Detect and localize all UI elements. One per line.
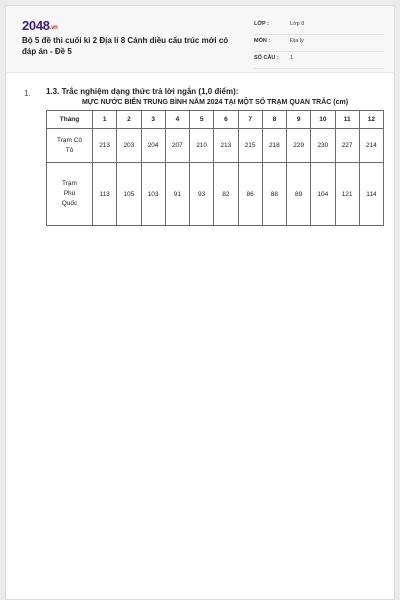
month-header-cell: 6 xyxy=(214,111,238,129)
logo-text: 2048 xyxy=(22,18,50,33)
value-cell: 229 xyxy=(287,129,311,163)
value-cell: 113 xyxy=(93,163,117,226)
value-cell: 114 xyxy=(359,163,383,226)
station-name-line: Tô xyxy=(65,146,74,154)
value-cell: 204 xyxy=(141,129,165,163)
site-logo[interactable] xyxy=(22,18,58,33)
month-header-cell: 10 xyxy=(311,111,335,129)
value-cell: 213 xyxy=(214,129,238,163)
value-cell: 88 xyxy=(262,163,286,226)
table-row-phu-quoc xyxy=(47,163,384,226)
station-name-cell xyxy=(47,163,93,226)
document-title: Bộ 5 đề thi cuối kì 2 Địa lí 8 Cánh diều cấu trúc mới có đáp án - Đề 5 xyxy=(22,36,229,56)
question-title: 1.3. Trắc nghiệm dạng thức trả lời ngắn (1,0 điểm): xyxy=(46,87,239,96)
station-name-line: Phú xyxy=(63,190,76,197)
month-header-cell: 7 xyxy=(238,111,262,129)
sea-level-table xyxy=(46,110,384,226)
table-row-co-to xyxy=(47,129,384,163)
station-name-line: Quốc xyxy=(61,200,78,207)
meta-subject-row xyxy=(254,35,384,52)
meta-question-count-label: SỐ CÂU : xyxy=(254,55,279,61)
meta-question-count-value: 1 xyxy=(290,55,294,61)
value-cell: 227 xyxy=(335,129,359,163)
value-cell: 93 xyxy=(190,163,214,226)
value-cell: 210 xyxy=(190,129,214,163)
value-cell: 215 xyxy=(238,129,262,163)
month-header-cell: 5 xyxy=(190,111,214,129)
value-cell: 105 xyxy=(117,163,141,226)
month-header-cell: 4 xyxy=(165,111,189,129)
document-header xyxy=(6,6,394,73)
month-header-cell: 1 xyxy=(93,111,117,129)
value-cell: 230 xyxy=(311,129,335,163)
month-header-cell: 11 xyxy=(335,111,359,129)
month-header-cell: 2 xyxy=(117,111,141,129)
value-cell: 214 xyxy=(359,129,383,163)
value-cell: 103 xyxy=(141,163,165,226)
meta-class-label: LỚP : xyxy=(254,21,269,27)
value-cell: 203 xyxy=(117,129,141,163)
station-name-line: Trạm xyxy=(62,180,77,187)
value-cell: 207 xyxy=(165,129,189,163)
month-header-cell: 3 xyxy=(141,111,165,129)
meta-class-row xyxy=(254,18,384,35)
value-cell: 86 xyxy=(238,163,262,226)
meta-subject-value: Địa lý xyxy=(290,38,304,44)
value-cell: 91 xyxy=(165,163,189,226)
month-header-cell: 9 xyxy=(287,111,311,129)
value-cell: 213 xyxy=(93,129,117,163)
table-header-row xyxy=(47,111,384,129)
meta-question-count-row xyxy=(254,52,384,69)
table-header-cell: Tháng xyxy=(47,111,93,129)
logo-suffix: .vn xyxy=(49,25,58,31)
station-name-line: Trạm Cô xyxy=(56,136,83,144)
value-cell: 121 xyxy=(335,163,359,226)
value-cell: 89 xyxy=(287,163,311,226)
month-header-cell: 8 xyxy=(262,111,286,129)
document-meta xyxy=(254,18,384,69)
meta-class-value: Lớp 8 xyxy=(290,21,305,27)
meta-subject-label: MÔN : xyxy=(254,38,271,44)
value-cell: 104 xyxy=(311,163,335,226)
station-name-cell xyxy=(47,129,93,163)
question-number: 1. xyxy=(24,89,31,98)
value-cell: 82 xyxy=(214,163,238,226)
table-title: MỰC NƯỚC BIỂN TRUNG BÌNH NĂM 2024 TẠI MỘT SỐ TRẠM QUAN TRẮC (cm) xyxy=(81,99,349,106)
document-page xyxy=(5,5,395,600)
value-cell: 218 xyxy=(262,129,286,163)
month-header-cell: 12 xyxy=(359,111,383,129)
